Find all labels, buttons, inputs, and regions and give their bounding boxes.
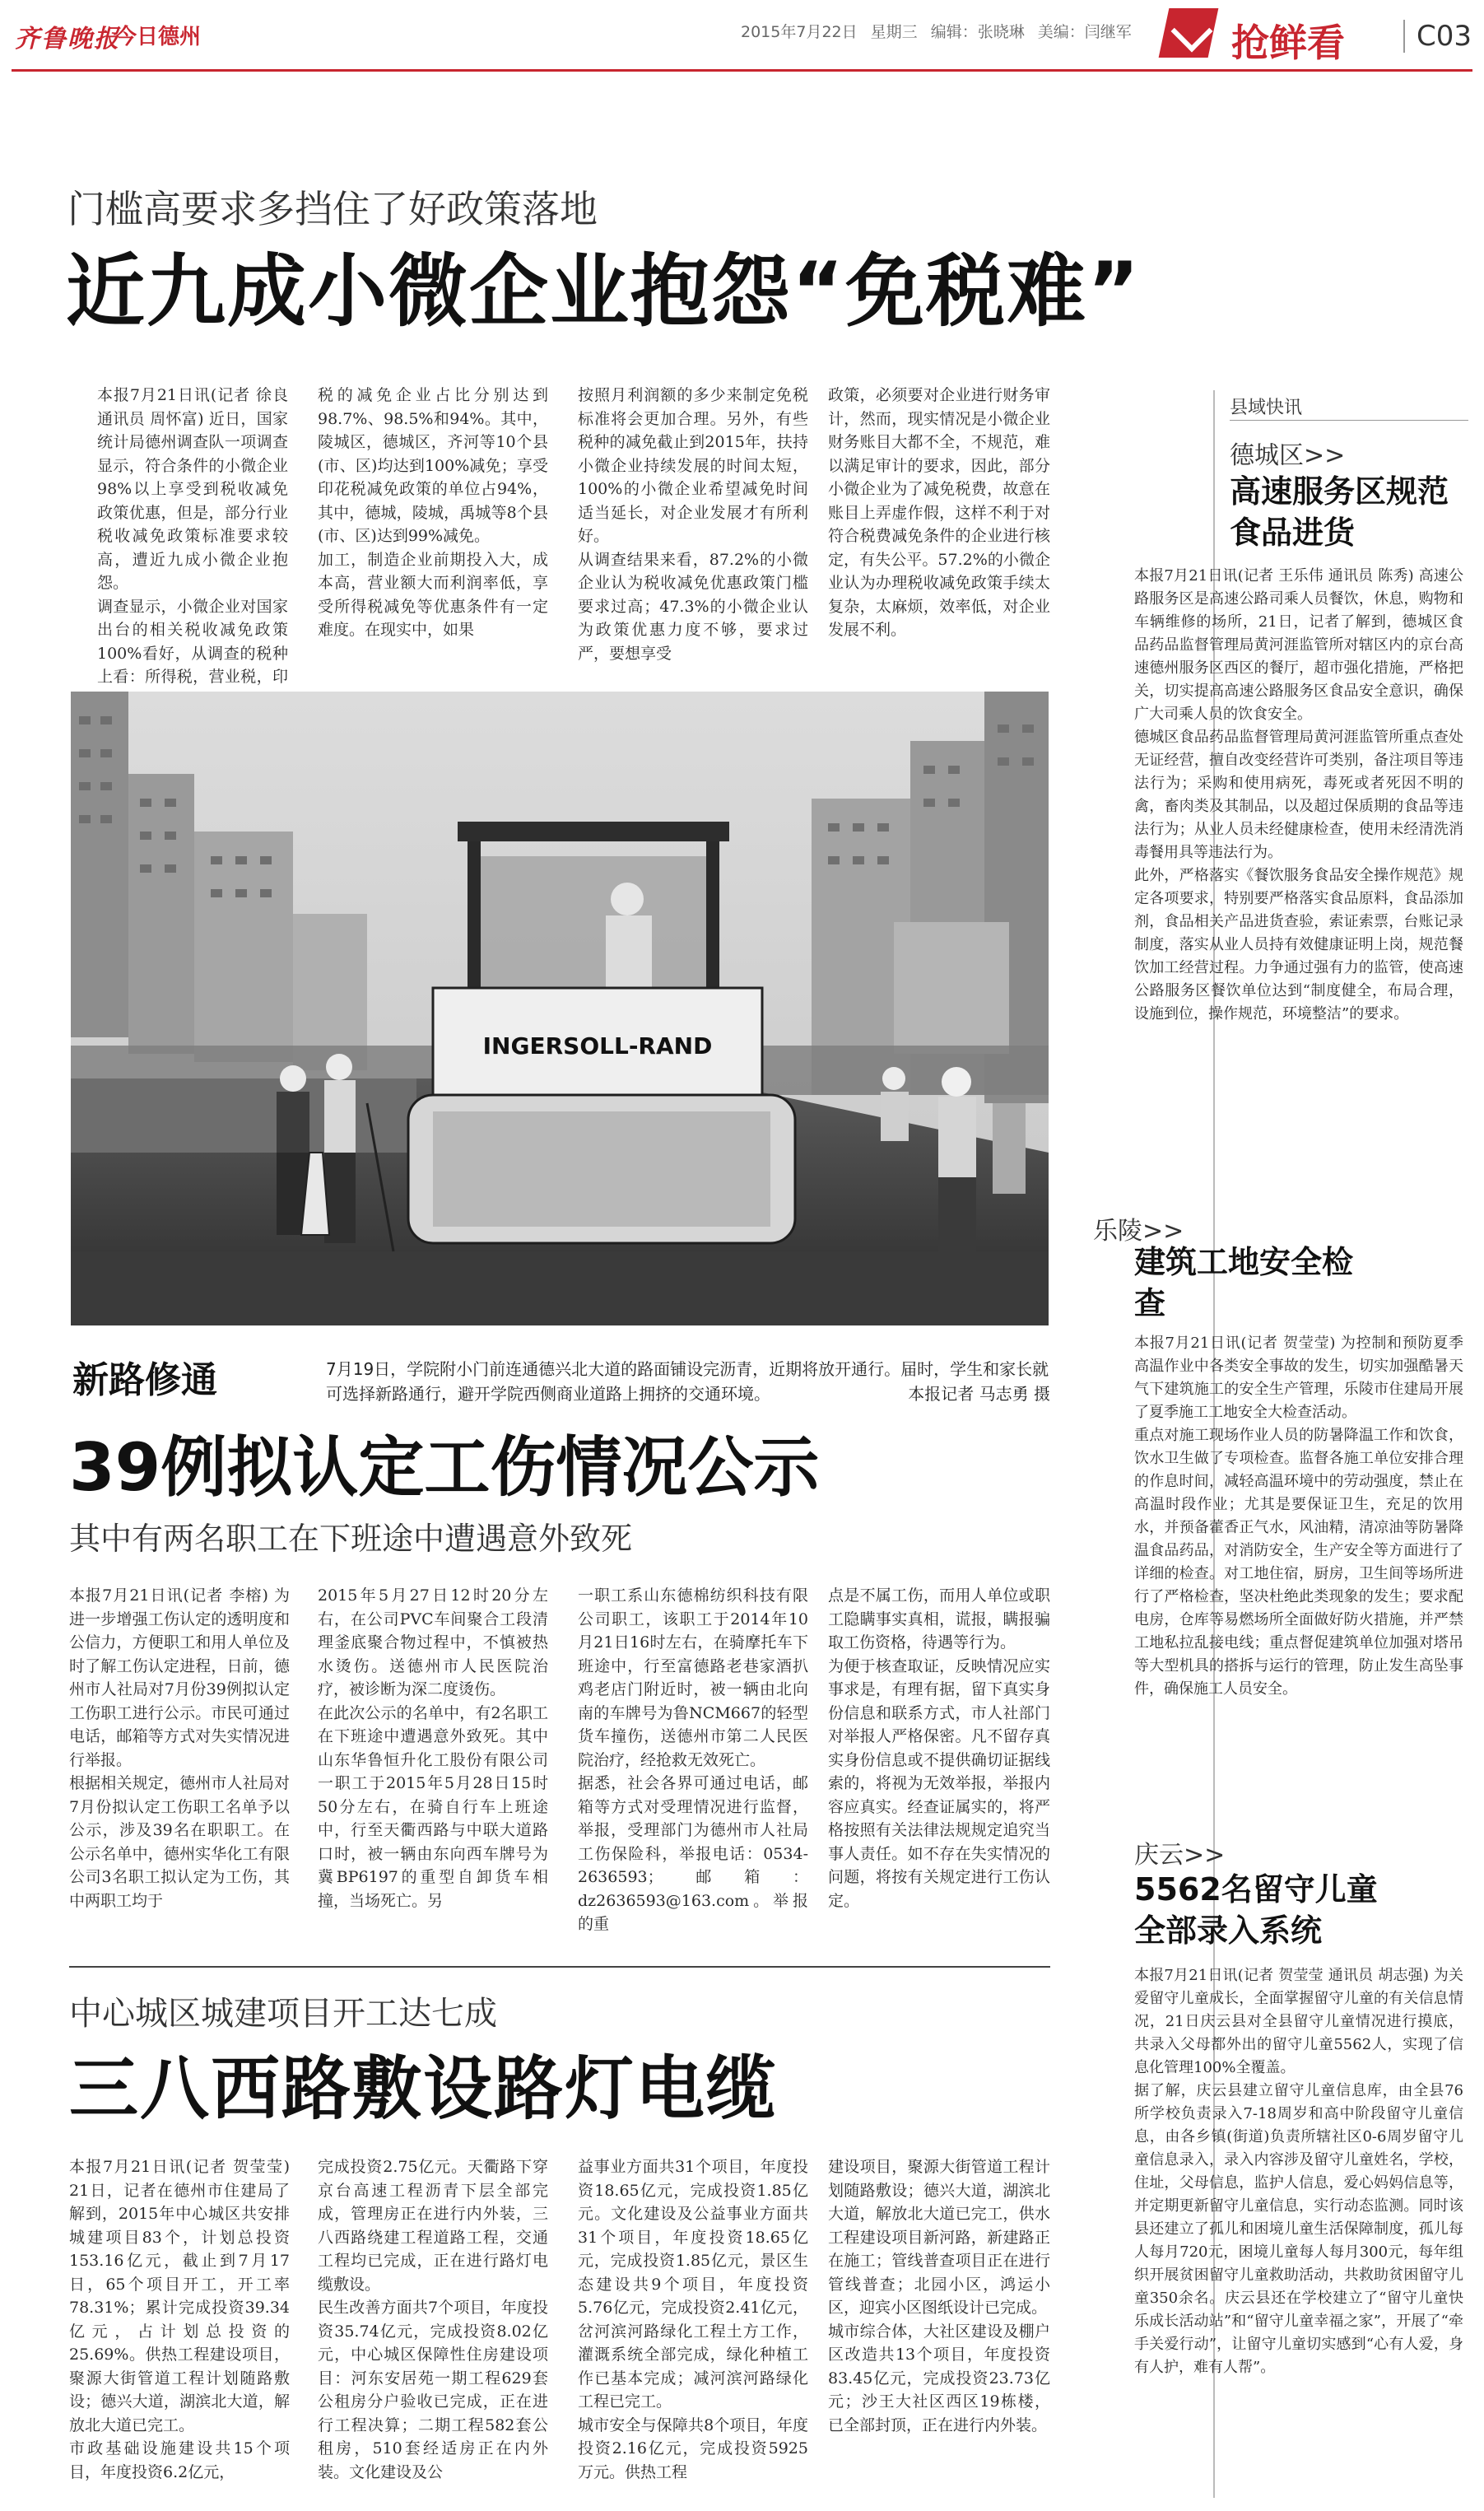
sidebar-head-rule [1230,420,1468,421]
section-name: 今日德州 [115,25,202,49]
article1-column-4: 政策，必须要对企业进行财务审计，然而，现实情况是小微企业财务账目大都不全，不规范，难以满足审计的要求，因此，部分小微企业为了减免税费，故意在账目上弄虚作假，这样不利于对符合税费减免条件的企业进行核定，有失公平。57.2%的小微企业认为办理税收减免政策手续太复杂，太麻烦，效率低，对企业发展不利。 [828,386,1050,639]
newspaper-logo: 齐鲁晚报 [15,25,120,54]
section-divider [69,1966,1050,1968]
page-title: 抢鲜看 [1231,21,1345,65]
article1-column-2: 税的减免企业占比分别达到98.7%、98.5%和94%。其中，陵城区，德城区，齐河等10个县(市、区)均达到100%减免；享受印花税减免政策的单位占94%，其中，德城，陵城，禹城等8个县(市、区)达到99%减免。 加工，制造企业前期投入大，成本高，营业额大而利润率低，享受所得税减免等优惠条件有一定难度。在现实中，如果 [318,386,548,639]
issue-meta: 2015年7月22日 星期三 编辑：张晓琳 美编：闫继军 [741,23,1132,41]
article2-headline: 39例拟认定工伤情况公示 [69,1429,820,1506]
road-roller-photo [71,692,1049,1325]
article2-column-3: 一职工系山东德棉纺织科技有限公司职工，该职工于2014年10月21日16时左右，在骑摩托车下班途中，行至富德路老巷家酒扒鸡老店门附近时，被一辆由北向南的车牌号为鲁NCM667的轻型货车撞伤，送德州市第二人民医院治疗，经抢救无效死亡。 据悉，社会各界可通过电话，邮箱等方式对受理情况进行监督，举报，受理部门为德州市人社局工伤保险科，举报电话：0534-2636593；邮箱：dz2636593@163.com。举报的重 [578,1586,808,1933]
photo-credit: 本报记者 马志勇 摄 [908,1384,1050,1404]
article3-column-4: 建设项目，聚源大街管道工程计划随路敷设；德兴大道，湖滨北大道，解放北大道已完工，供水工程建设项目新河路，新建路正在施工；管线普查项目正在进行管线普查；北园小区，鸿运小区，迎宾小区图纸设计已完成。 城市综合体，大社区建设及棚户区改造共13个项目，年度投资83.45亿元，完成投资23.73亿元；沙王大社区西区19栋楼，已全部封顶，正在进行内外装。 [828,2158,1050,2434]
sidebar-item-1-body: 本报7月21日讯(记者 王乐伟 通讯员 陈秀) 高速公路服务区是高速公路司乘人员餐饮，休息，购物和车辆维修的场所，21日，记者了解到，德城区食品药品监督管理局黄河涯监管所对辖区内的京台高速德州服务区西区的餐厅，超市强化措施，严格把关，切实提高高速公路服务区食品安全意识，确保广大司乘人员的饮食安全。 德城区食品药品监督管理局黄河涯监管所重点查处无证经营，擅自改变经营许可类别，备注项目等违法行为；采购和使用病死，毒死或者死因不明的禽，畜肉类及其制品，以及超过保质期的食品等违法行为；从业人员未经健康检查，使用未经清洗消毒餐用具等违法行为。 此外，严格落实《餐饮服务食品安全操作规范》规定各项要求，特别要严格落实食品原料，食品添加剂，食品相关产品进货查验，索证索票，台账记录制度，落实从业人员持有效健康证明上岗，规范餐饮加工经营过程。力争通过强有力的监管，使高速公路服务区餐饮单位达到“制度健全，布局合理，设施到位，操作规范，环境整洁”的要求。 [1134,567,1463,1023]
sidebar-item-1-title: 高速服务区规范食品进货 [1230,473,1449,551]
article1-headline: 近九成小微企业抱怨“免税难” [66,245,1142,338]
sidebar-item-3-body: 本报7月21日讯(记者 贺莹莹 通讯员 胡志强) 为关爱留守儿童成长，全面掌握留守儿童的有关信息情况，21日庆云县对全县留守儿童情况进行摸底，共录入父母都外出的留守儿童5562人，实现了信息化管理100%全覆盖。 据了解，庆云县建立留守儿童信息库，由全县76所学校负责录入7-18周岁和高中阶段留守儿童信息，由各乡镇(街道)负责所辖社区0-6周岁留守儿童信息录入，录入内容涉及留守儿童姓名，学校，住址，父母信息，监护人信息，爱心妈妈信息等，并定期更新留守儿童信息，实行动态监测。同时该县还建立了孤儿和困境儿童生活保障制度，孤儿每人每月720元，困境儿童每人每月300元，每年组织开展贫困留守儿童救助活动，共救助贫困留守儿童350余名。庆云县还在学校建立了“留守儿童快乐成长活动站”和“留守儿童幸福之家”，开展了“牵手关爱行动”，让留守儿童切实感到“心有人爱，身有人护，难有人帮”。 [1134,1967,1463,2376]
article2-column-4: 点是不属工伤，而用人单位或职工隐瞒事实真相，谎报，瞒报骗取工伤资格，待遇等行为。 为便于核查取证，反映情况应实事求是，有理有据，留下真实身份信息和联系方式，市人社部门对举报人严格保密。凡不留存真实身份信息或不提供确切证据线索的，将视为无效举报，举报内容应真实。经查证属实的，将严格按照有关法律法规规定追究当事人责任。如不存在失实情况的问题，将按有关规定进行工伤认定。 [828,1586,1050,1910]
article2-column-2: 2015年5月27日12时20分左右，在公司PVC车间聚合工段清理釜底聚合物过程中，不慎被热水烫伤。送德州市人民医院治疗，被诊断为深二度烫伤。 在此次公示的名单中，有2名职工在下班途中遭遇意外致死。其中山东华鲁恒升化工股份有限公司一职工于2015年5月28日15时50分左右，在骑自行车上班途中，行至天衢西路与中联大道路口时，被一辆由东向西车牌号为冀BP6197的重型自卸货车相撞，当场死亡。另 [318,1586,548,1910]
sidebar-item-2-body: 本报7月21日讯(记者 贺莹莹) 为控制和预防夏季高温作业中各类安全事故的发生，切实加强酷暑天气下建筑施工的安全生产管理，乐陵市住建局开展了夏季施工工地安全大检查活动。 重点对施工现场作业人员的防暑降温工作和饮食，饮水卫生做了专项检查。监督各施工单位安排合理的作息时间，减轻高温环境中的劳动强度，禁止在高温时段作业；尤其是要保证卫生，充足的饮用水，并预备藿香正气水，风油精，清凉油等防暑降温食品药品，对消防安全，生产安全等方面进行了详细的检查。对工地住宿，厨房，卫生间等场所进行了严格检查，坚决杜绝此类现象的发生；要求配电房，仓库等易燃场所全面做好防火措施，并严禁工地私拉乱接电线；重点督促建筑单位加强对塔吊等大型机具的搭拆与运行的管理，防止发生高坠事件，确保施工人员安全。 [1134,1335,1463,1698]
article1-column-3: 按照月利润额的多少来制定免税标准将会更加合理。另外，有些税种的减免截止到2015年，扶持小微企业持续发展的时间太短，100%的小微企业希望减免时间适当延长，对企业发展才有所利好。 从调查结果来看，87.2%的小微企业认为税收减免优惠政策门槛要求过高；47.3%的小微企业认为政策优惠力度不够，要求过严，要想享受 [578,386,808,663]
article3-kicker: 中心城区城建项目开工达七成 [69,1995,497,2033]
article2-kicker: 其中有两名职工在下班途中遭遇意外致死 [69,1521,633,1557]
photo-caption-text [326,1357,1050,1406]
sidebar-item-1-location: 德城区>> [1230,441,1346,470]
article3-column-1: 本报7月21日讯(记者 贺莹莹) 21日，记者在德州市住建局了解到，2015年中心城区共安排城建项目83个，计划总投资153.16亿元，截止到7月17日，65个项目开工，开工率78.31%；累计完成投资39.34亿元，占计划总投资的25.69%。供热工程建设项目，聚源大街管道工程计划随路敷设；德兴大道，湖滨北大道，解放北大道已完工。 市政基础设施建设共15个项目，年度投资6.2亿元， [69,2158,290,2481]
header-divider [12,69,1472,72]
article3-column-2: 完成投资2.75亿元。天衢路下穿京台高速工程沥青下层全部完成，管理房正在进行内外装，三八西路绕建工程道路工程，交通工程均已完成，正在进行路灯电缆敷设。 民生改善方面共7个项目，年度投资35.74亿元，完成投资8.02亿元，中心城区保障性住房建设项目：河东安居苑一期工程629套公租房分户验收已完成，正在进行工程决算；二期工程582套公租房，510套经适房正在内外装。文化建设及公 [318,2158,548,2481]
sidebar-item-2-title: 建筑工地安全检查 [1134,1244,1354,1321]
sidebar-item-3-location: 庆云>> [1134,1841,1226,1870]
article1-column-1: 本报7月21日讯(记者 徐良 通讯员 周怀富) 近日，国家统计局德州调查队一项调查显示，符合条件的小微企业98%以上享受到税收减免政策优惠，但是，部分行业税收减免政策标准要求较高，遭近九成小微企业抱怨。 调查显示，小微企业对国家出台的相关税收减免政策100%看好，从调查的税种上看：所得税，营业税，印 [97,386,288,686]
article3-column-3: 益事业方面共31个项目，年度投资18.65亿元，完成投资1.85亿元。文化建设及公益事业方面共31个项目，年度投资18.65亿元，完成投资1.85亿元，景区生态建设共9个项目，年度投资5.76亿元，完成投资2.41亿元，岔河滨河路绿化工程土方工作，灌溉系统全部完成，绿化种植工作已基本完成；减河滨河路绿化工程已完工。 城市安全与保障共8个项目，年度投资2.16亿元，完成投资5925万元。供热工程 [578,2158,808,2481]
sidebar-item-3-title: 5562名留守儿童全部录入系统 [1134,1871,1378,1949]
photo-caption-title: 新路修通 [72,1359,217,1401]
page-number: C03 [1403,20,1472,53]
sidebar-item-2-location: 乐陵>> [1093,1217,1184,1246]
article2-column-1: 本报7月21日讯(记者 李榕) 为进一步增强工伤认定的透明度和公信力，方便职工和用人单位及时了解工伤认定进程，日前，德州市人社局对7月份39例拟认定工伤职工进行公示。市民可通过电话，邮箱等方式对失实情况进行举报。 根据相关规定，德州市人社局对7月份拟认定工伤职工名单予以公示，涉及39名在职职工。在公示名单中，德州实华化工有限公司3名职工拟认定为工伤，其中两职工均于 [69,1586,290,1910]
article3-headline: 三八西路敷设路灯电缆 [69,2048,778,2129]
sidebar-head: 县域快讯 [1230,398,1303,418]
photo-caption-body: 7月19日，学院附小门前连通德兴北大道的路面铺设完沥青，近期将放开通行。届时，学生和家长就可选择新路通行，避开学院西侧商业道路上拥挤的交通环境。 [326,1359,1049,1404]
article1-kicker: 门槛高要求多挡住了好政策落地 [67,187,598,231]
roller-brand-label: INGERSOLL-RAND [482,1032,713,1060]
